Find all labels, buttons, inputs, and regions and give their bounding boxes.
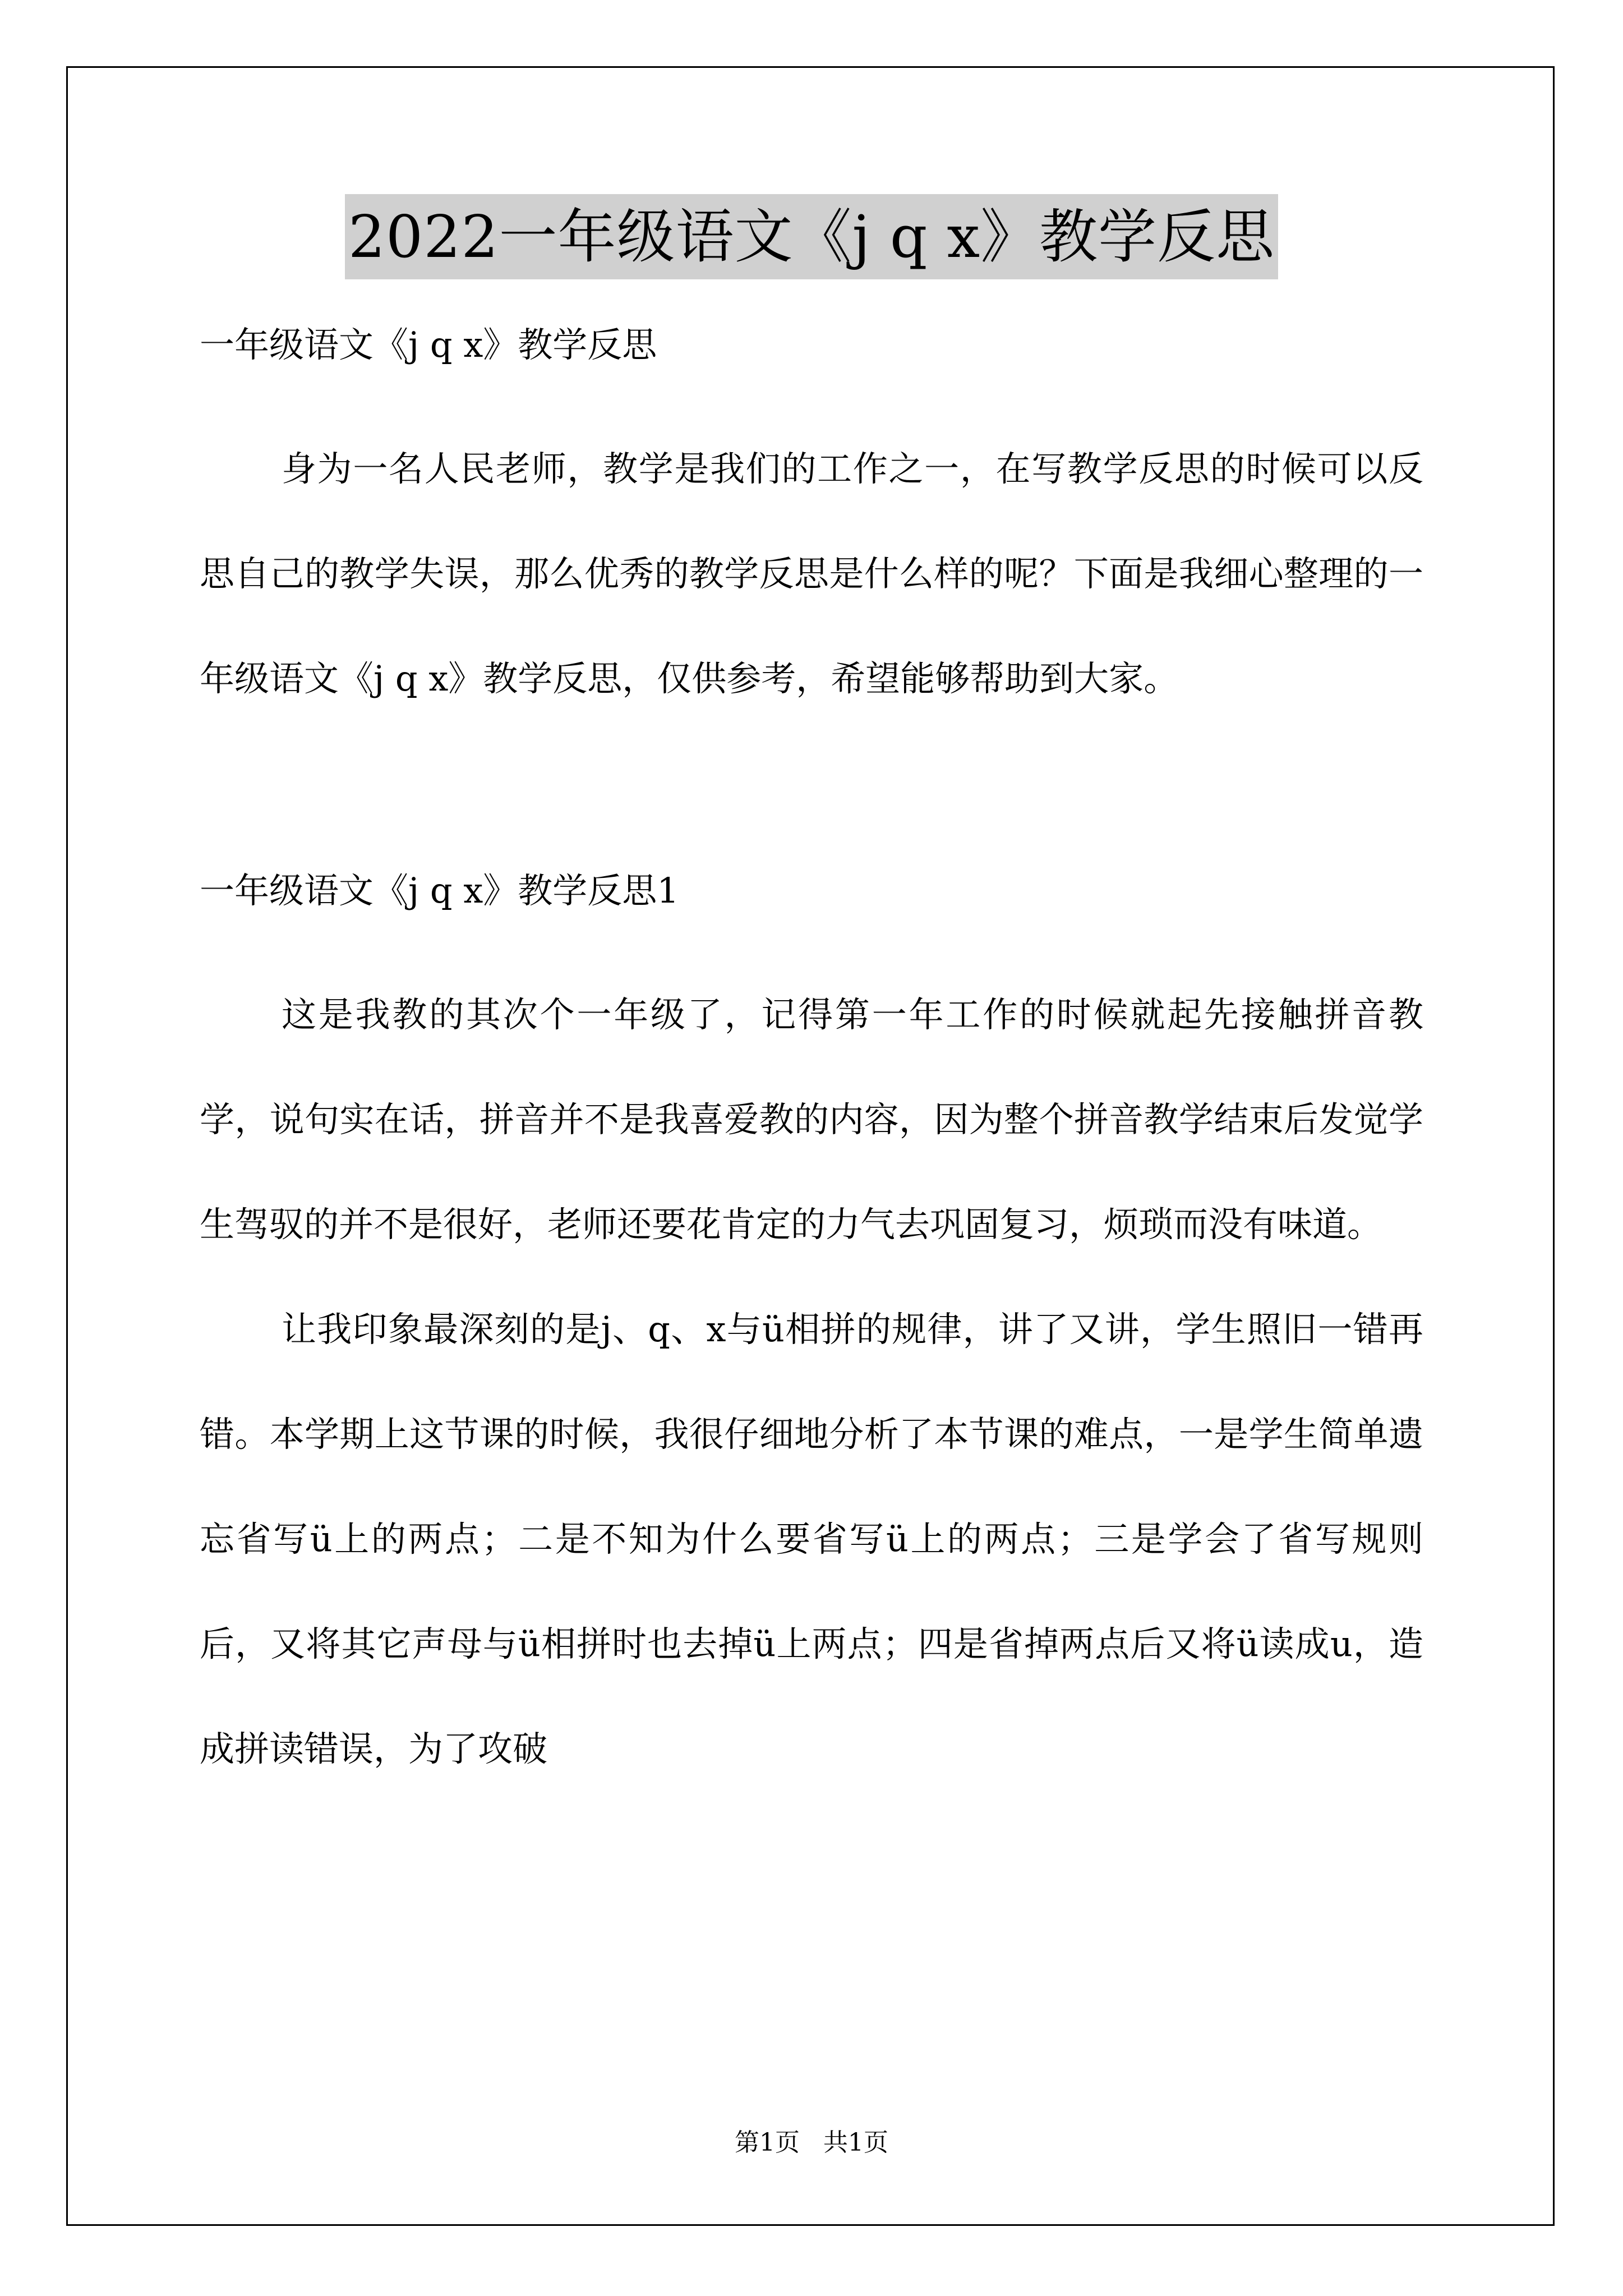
page-footer: 第1页 共1页: [735, 2128, 888, 2157]
document-title: 2022一年级语文《j q x》教学反思: [345, 194, 1278, 279]
section1-heading: 一年级语文《j q x》教学反思1: [200, 870, 679, 911]
section-spacer: [200, 731, 1423, 860]
section1-paragraph-2: 让我印象最深刻的是j、q、x与ü相拼的规律，讲了又讲，学生照旧一错再错。本学期上这节课的时候，我很仔细地分析了本节课的难点，一是学生简单遗忘省写ü上的两点；二是不知为什么要省写ü上的两点；三是学会了省写规则后，又将其它声母与ü相拼时也去掉ü上两点；四是省掉两点后又将ü读成u，造成拼读错误，为了攻破: [200, 1309, 1423, 1769]
document-body: [200, 314, 1423, 1801]
title-container: [0, 194, 1623, 279]
intro-paragraph: 身为一名人民老师，教学是我们的工作之一，在写教学反思的时候可以反思自己的教学失误，那么优秀的教学反思是什么样的呢？下面是我细心整理的一年级语文《j q x》教学反思，仅供参考，希望能够帮助到大家。: [200, 448, 1423, 699]
intro-heading: 一年级语文《j q x》教学反思: [200, 324, 657, 365]
section1-paragraph-1: 这是我教的其次个一年级了，记得第一年工作的时候就起先接触拼音教学，说句实在话，拼音并不是我喜爱教的内容，因为整个拼音教学结束后发觉学生驾驭的并不是很好，老师还要花肯定的力气去巩固复习，烦琐而没有味道。: [200, 994, 1423, 1245]
